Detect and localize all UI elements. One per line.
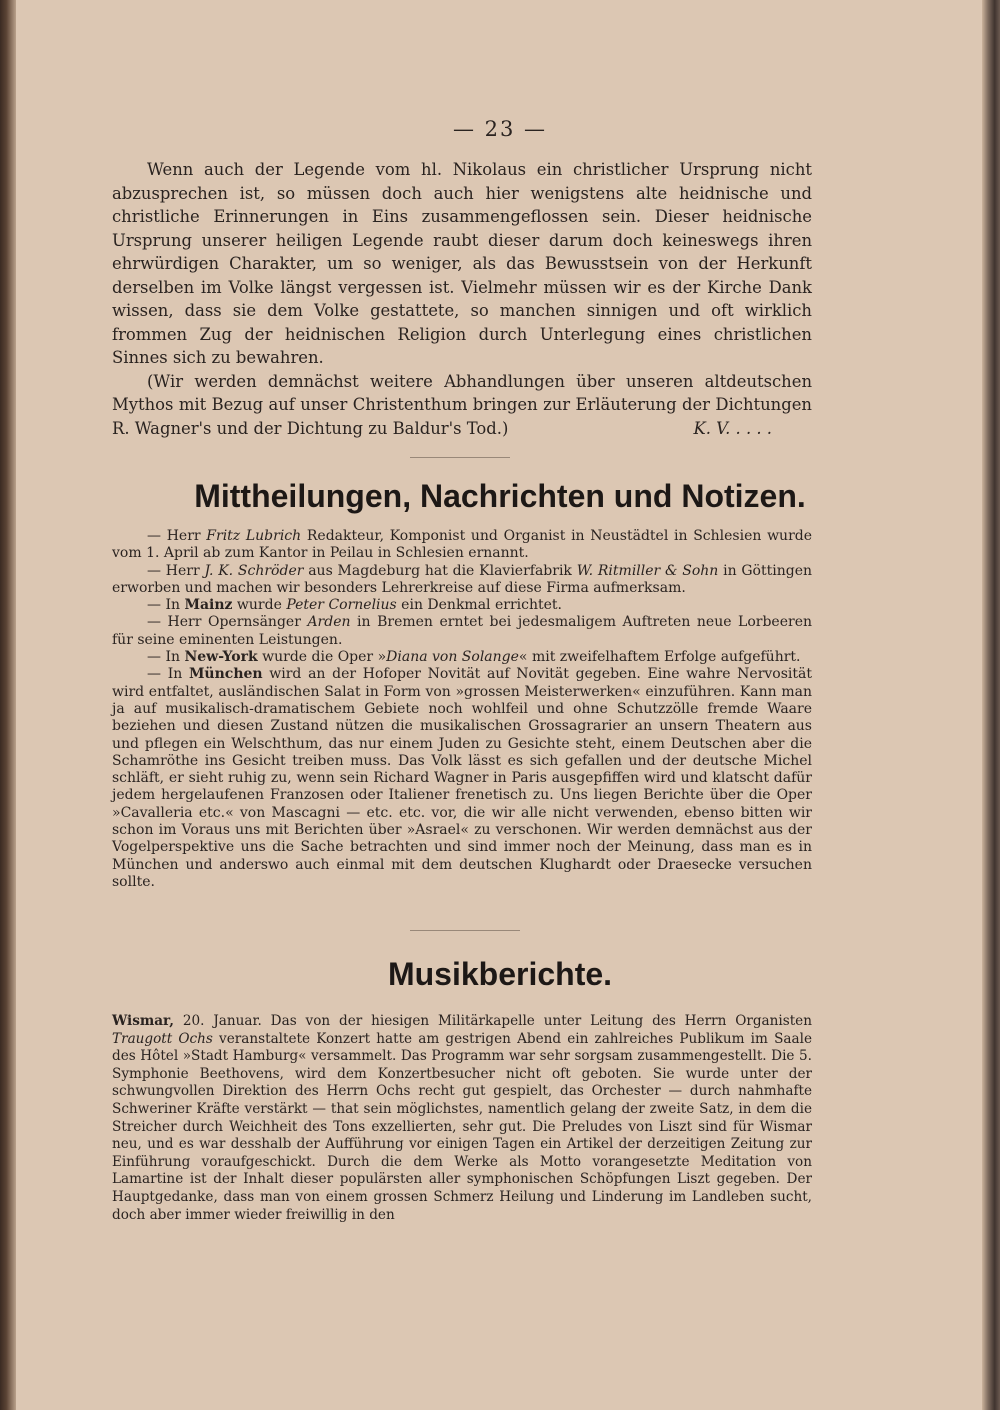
book-spine <box>0 0 16 1410</box>
essay-note-text: (Wir werden demnächst weitere Abhandlungen über unseren altdeutschen Mythos mit Bezug auf unser Christenthum bringen zur Erläuterung der Dichtungen R. Wagner's und der Dichtung zu Baldur's Tod.) <box>112 371 812 438</box>
note-item: — In Mainz wurde Peter Cornelius ein Denkmal errichtet. <box>147 597 562 614</box>
essay-paragraph: Wenn auch der Legende vom hl. Nikolaus ein christlicher Ursprung nicht abzusprechen ist, so müssen doch auch hier wenigstens alte heidnische und christliche Erinnerungen in Eins zusammengeflossen sein. Dieser heidnische Ursprung unserer heiligen Legende raubt dieser darum doch keineswegs ihren ehrwürdigen Charakter, um so weniger, als das Bewusstsein von der Herkunft derselben im Volke längst vergessen ist. Vielmehr müssen wir es der Kirche Dank wissen, dass sie dem Volke gestattete, so manchen sinnigen und oft wirklich frommen Zug der heidnischen Religion durch Unterlegung eines christlichen Sinnes sich zu bewahren. <box>112 160 812 367</box>
notes-heading: Mittheilungen, Nachrichten und Notizen. <box>194 478 806 514</box>
note-item: — Herr Fritz Lubrich Redakteur, Komponist und Organist in Neustädtel in Schlesien wurde vom 1. April ab zum Kantor in Peilau in Schlesien ernannt. <box>112 528 813 562</box>
essay-note <box>112 370 812 441</box>
section-divider <box>410 457 510 458</box>
page-number: — 23 — <box>452 117 548 141</box>
section-divider <box>410 930 520 931</box>
note-item: — Herr J. K. Schröder aus Magdeburg hat die Klavierfabrik W. Ritmiller & Sohn in Göttingen erworben und machen wir besonders Lehrerkreise auf diese Firma aufmerksam. <box>112 562 812 596</box>
page-edge <box>982 0 1000 1410</box>
report-paragraph: Wismar, 20. Januar. Das von der hiesigen Militärkapelle unter Leitung des Herrn Organisten Traugott Ochs veranstaltete Konzert hatte am gestrigen Abend ein zahlreiches Publikum im Saale des Hôtel »Stadt Hamburg« versammelt. Das Programm war sehr sorgsam zusammengestellt. Die 5. Symphonie Beethovens, wird dem Konzertbesucher nicht oft geboten. Sie wurde unter der schwungvollen Direktion des Herrn Ochs recht gut gespielt, das Orchester — durch nahmhafte Schweriner Kräfte verstärkt — that sein möglichstes, namentlich gelang der zweite Satz, in dem die Streicher durch Weichheit des Tons exzellierten, sehr gut. Die Preludes von Liszt sind für Wismar neu, und es war desshalb der Aufführung vor einigen Tagen ein Artikel der derzeitigen Zeitung zur Einführung voraufgeschickt. Durch die dem Werke als Motto vorangesetzte Meditation von Lamartine ist der Inhalt dieser populärsten aller symphonischen Schöpfungen Liszt gegeben. Der Hauptgedanke, dass man von einem grossen Schmerz Heilung und Linderung im Landleben sucht, doch aber immer wieder freiwillig in den <box>112 1013 812 1223</box>
notes-list <box>112 528 812 891</box>
note-item: — In München wird an der Hofoper Novität auf Novität gegeben. Eine wahre Nervosität wird entfaltet, ausländischen Salat in Form von »grossen Meisterwerken« einzuführen. Kann man ja auf musikalisch-dramatischem Gebiete noch wohlfeil und ohne Schutzzölle fremde Waare beziehen und diesen Zustand nützen die musikalischen Grossagrarier an unsern Theatern aus und pflegen ein Welschthum, das nur einem Juden zu Gesichte steht, einem Deutschen aber die Schamröthe ins Gesicht treiben muss. Das Volk lässt es sich gefallen und der deutsche Michel schläft, er sieht ruhig zu, wenn sein Richard Wagner in Paris ausgepfiffen wird und klatscht dafür jedem hergelaufenen Franzosen oder Italiener frenetisch zu. Uns liegen Berichte über die Oper »Cavalleria etc.« von Mascagni — etc. etc. vor, die wir alle nicht verwenden, ebenso bitten wir schon im Voraus uns mit Berichten über »Asrael« zu verschonen. Wir werden demnächst aus der Vogelperspektive uns die Sache betrachten und sind immer noch der Meinung, dass man es in München und anderswo auch einmal mit dem deutschen Klughardt oder Draesecke versuchen sollte. <box>112 666 812 890</box>
note-item: — Herr Opernsänger Arden in Bremen erntet bei jedesmaligem Auftreten neue Lorbeeren für seine eminenten Leistungen. <box>112 614 812 648</box>
note-item: — In New-York wurde die Oper »Diana von Solange« mit zweifelhaftem Erfolge aufgeführt. <box>147 649 801 666</box>
reports-heading: Musikberichte. <box>387 956 613 992</box>
essay-signature: K. V. . . . . <box>693 418 772 438</box>
essay-conclusion <box>112 158 812 440</box>
report-wismar <box>112 1013 812 1224</box>
